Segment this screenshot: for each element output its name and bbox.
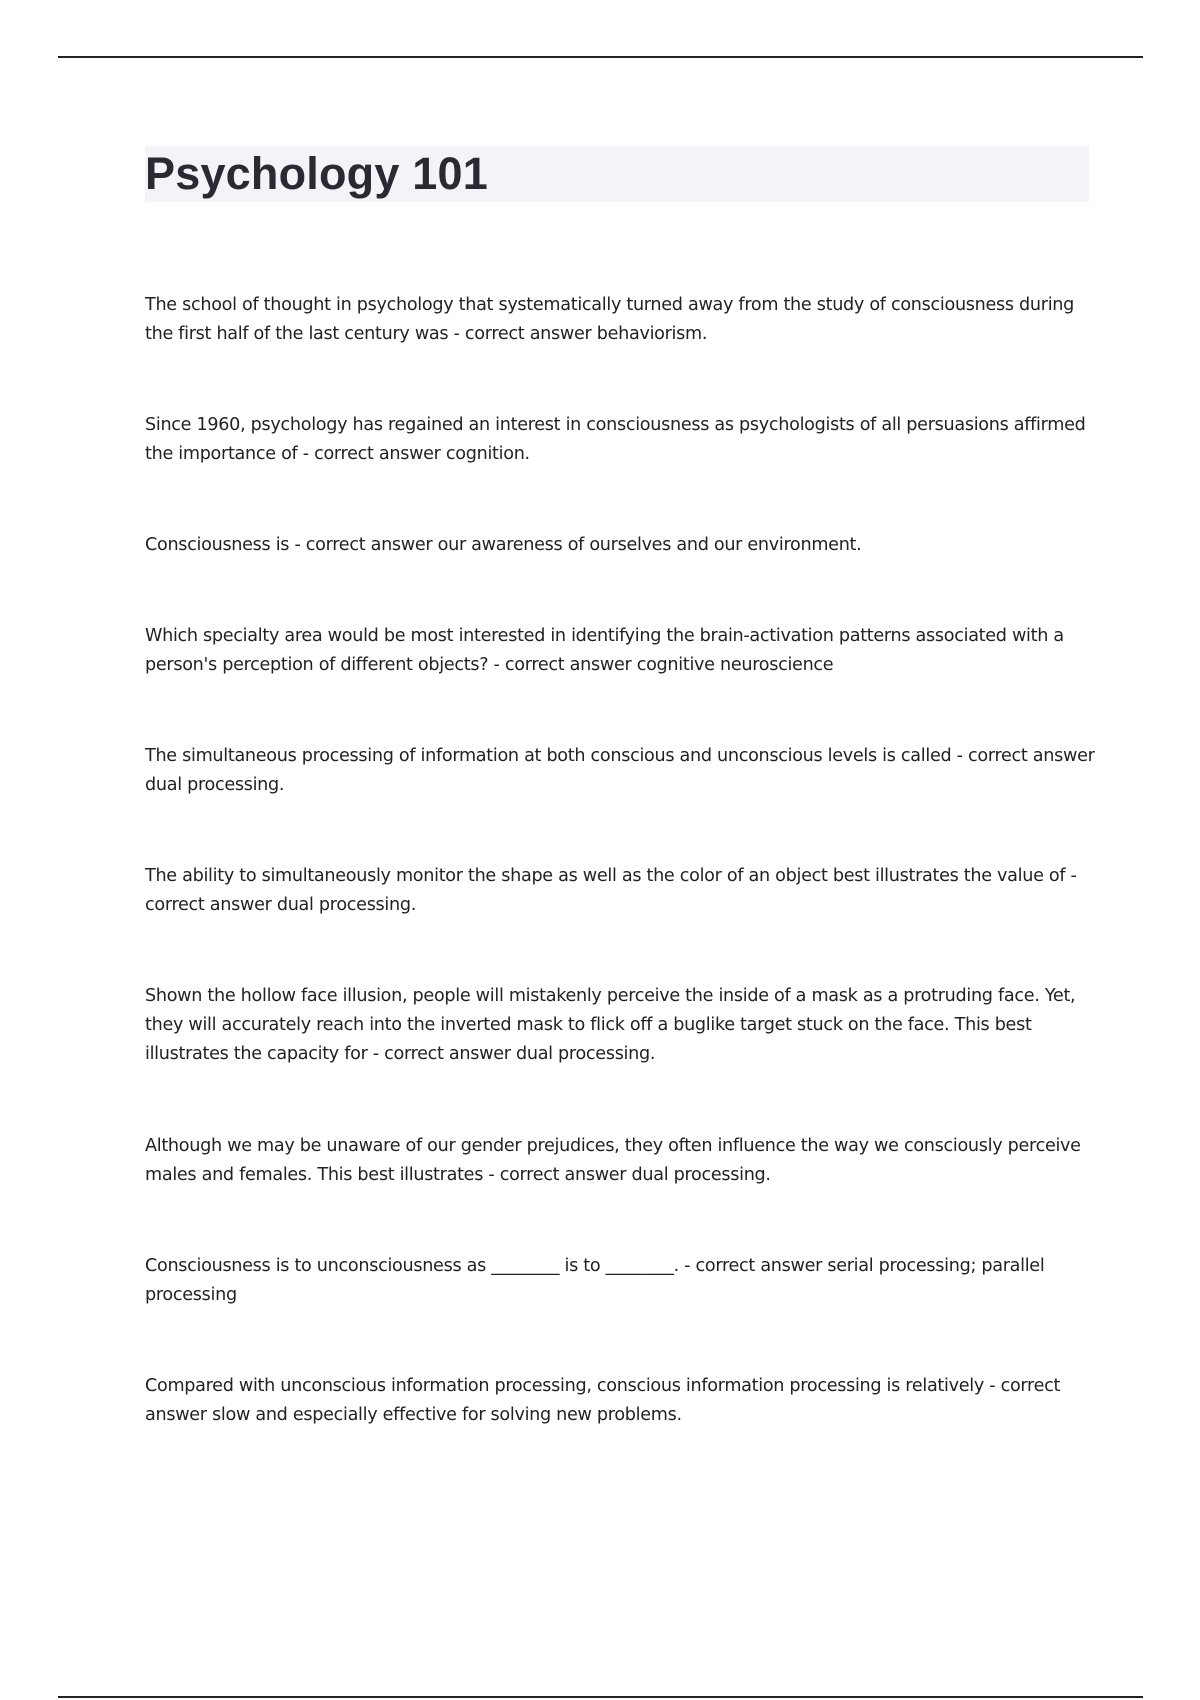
qa-item-1: The school of thought in psychology that systematically turned away from the study of consciousness during the first half of the last century was - correct answer behaviorism. (145, 295, 1075, 344)
bottom-rule (58, 1696, 1143, 1698)
page-title: Psychology 101 (145, 148, 488, 199)
qa-item-3: Consciousness is - correct answer our awareness of ourselves and our environment. (145, 535, 862, 555)
qa-item-10: Compared with unconscious information processing, conscious information processing is relatively - correct answer slow and especially effective for solving new problems. (145, 1376, 1061, 1425)
qa-item-4: Which specialty area would be most interested in identifying the brain-activation patterns associated with a person's perception of different objects? - correct answer cognitive neuroscience (145, 626, 1064, 675)
qa-item-6: The ability to simultaneously monitor the shape as well as the color of an object best illustrates the value of - correct answer dual processing. (145, 866, 1077, 915)
qa-item-5: The simultaneous processing of information at both conscious and unconscious levels is called - correct answer dual processing. (145, 746, 1095, 795)
qa-item-8: Although we may be unaware of our gender prejudices, they often influence the way we consciously perceive males and females. This best illustrates - correct answer dual processing. (145, 1136, 1081, 1185)
qa-item-7: Shown the hollow face illusion, people will mistakenly perceive the inside of a mask as a protruding face. Yet, they will accurately reach into the inverted mask to flick off a buglike target stuck on the face. This best illustrates the capacity for - correct answer dual processing. (145, 986, 1076, 1064)
qa-item-2: Since 1960, psychology has regained an interest in consciousness as psychologists of all persuasions affirmed the importance of - correct answer cognition. (145, 415, 1086, 464)
qa-item-9: Consciousness is to unconsciousness as ________ is to ________. - correct answer serial processing; parallel processing (145, 1256, 1045, 1305)
top-rule (58, 56, 1143, 58)
